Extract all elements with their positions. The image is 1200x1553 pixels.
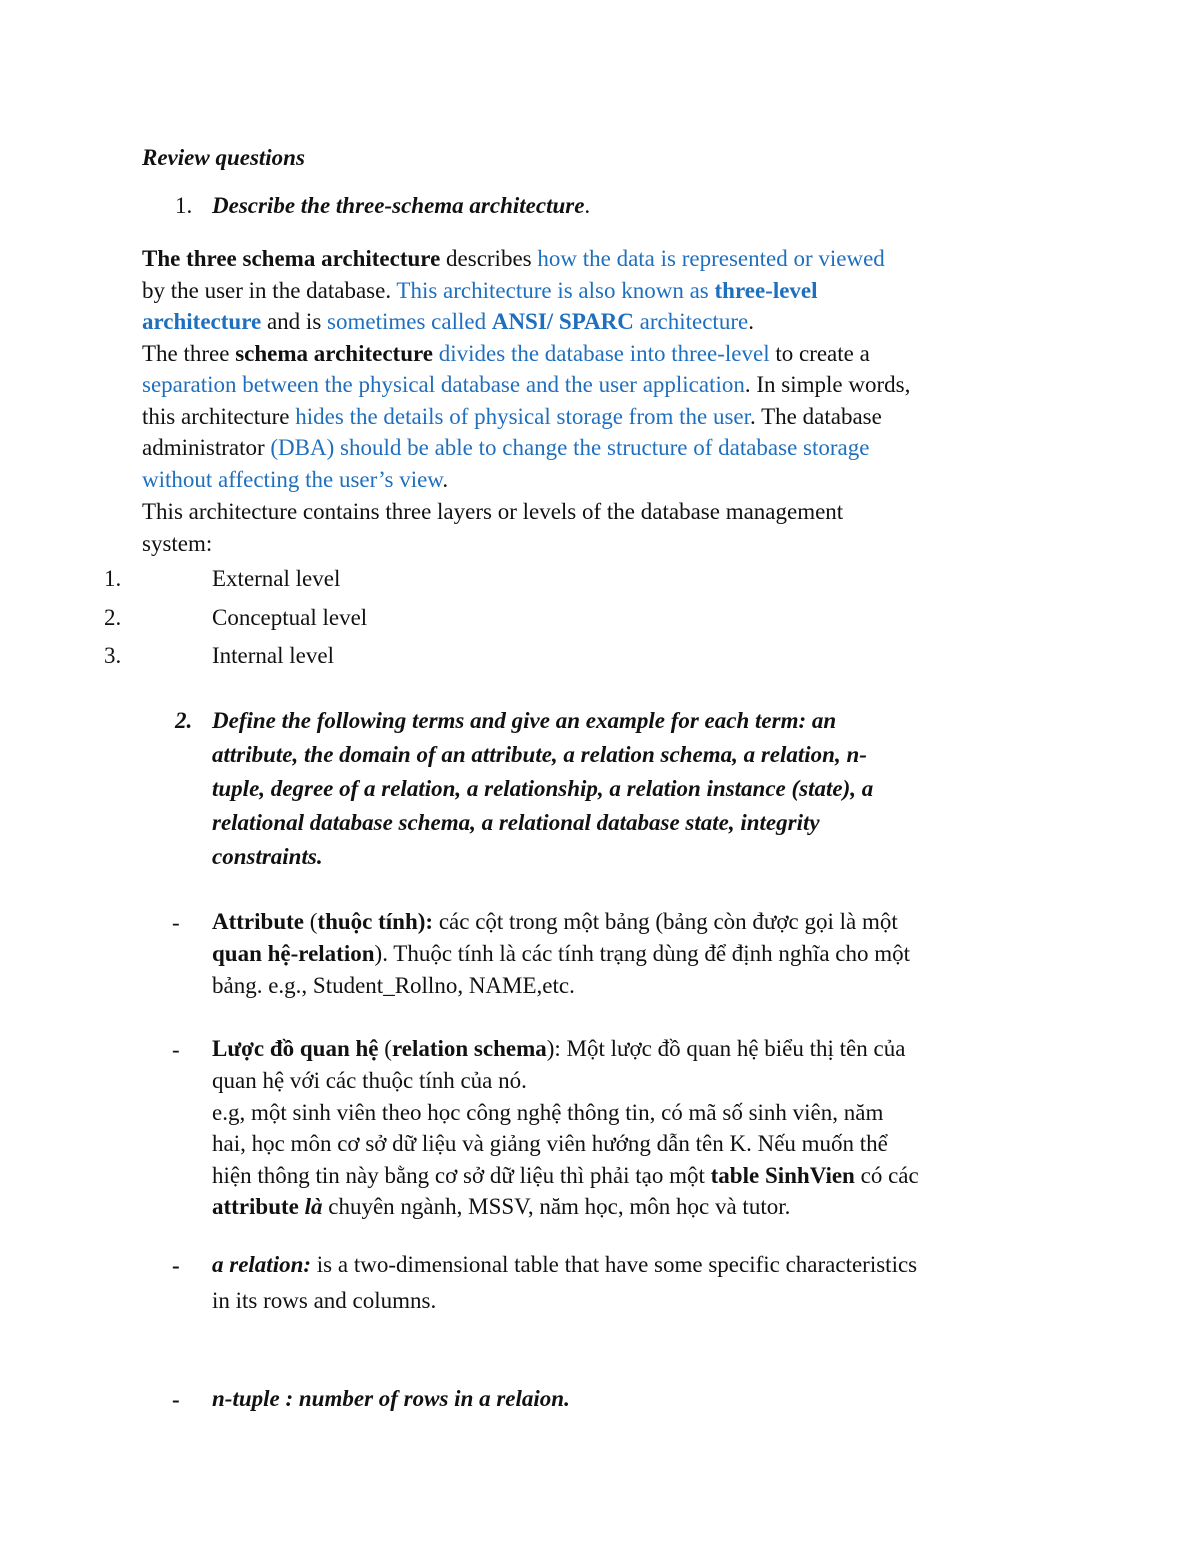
schema-line-1: Lược đồ quan hệ (relation schema): Một lược đồ quan hệ biểu thị tên của	[212, 1036, 906, 1061]
level-2-number: 2.	[104, 605, 122, 630]
level-3-number: 3.	[104, 643, 122, 668]
attribute-line-3: bảng. e.g., Student_Rollno, NAME,etc.	[212, 973, 575, 998]
question-1-number: 1.	[175, 193, 193, 218]
level-1-number: 1.	[104, 566, 122, 591]
question-2-line-3: tuple, degree of a relation, a relationship, a relation instance (state), a	[212, 776, 874, 801]
relation-line-1: a relation: is a two-dimensional table that have some specific characteristics	[212, 1252, 918, 1277]
question-1: Describe the three-schema architecture.	[212, 193, 591, 218]
answer-1-line-6: this architecture hides the details of physical storage from the user. The database	[142, 404, 882, 429]
level-2-label: Conceptual level	[212, 605, 368, 630]
question-2-line-5: constraints.	[212, 844, 323, 869]
schema-line-4: hai, học môn cơ sở dữ liệu và giảng viên hướng dẫn tên K. Nếu muốn thể	[212, 1131, 888, 1156]
answer-1-line-5: separation between the physical database and the user application. In simple words,	[142, 372, 911, 397]
question-2-line-2: attribute, the domain of an attribute, a relation schema, a relation, n-	[212, 742, 867, 767]
attribute-bullet-dash: -	[172, 910, 180, 935]
section-heading: Review questions	[142, 145, 305, 170]
ntuple-bullet-dash: -	[172, 1387, 180, 1412]
question-2-line-4: relational database schema, a relational database state, integrity	[212, 810, 820, 835]
question-2-line-1: Define the following terms and give an example for each term: an	[212, 708, 837, 733]
answer-1-line-4: The three schema architecture divides the database into three-level to create a	[142, 341, 870, 366]
attribute-line-2: quan hệ-relation). Thuộc tính là các tính trạng dùng để định nghĩa cho một	[212, 941, 911, 966]
answer-1-line-3: architecture and is sometimes called ANSI/ SPARC architecture.	[142, 309, 754, 334]
answer-1-line-2: by the user in the database. This architecture is also known as three-level	[142, 278, 818, 303]
answer-1-line-8: without affecting the user’s view.	[142, 467, 449, 492]
schema-bullet-dash: -	[172, 1037, 180, 1062]
level-3-label: Internal level	[212, 643, 334, 668]
relation-line-2: in its rows and columns.	[212, 1288, 437, 1313]
schema-line-3: e.g, một sinh viên theo học công nghệ thông tin, có mã số sinh viên, năm	[212, 1100, 884, 1125]
relation-bullet-dash: -	[172, 1253, 180, 1278]
answer-1-line-9: This architecture contains three layers or levels of the database management	[142, 499, 844, 524]
schema-line-2: quan hệ với các thuộc tính của nó.	[212, 1068, 527, 1093]
answer-1-line-1: The three schema architecture describes how the data is represented or viewed	[142, 246, 885, 271]
level-1-label: External level	[212, 566, 341, 591]
schema-line-5: hiện thông tin này bằng cơ sở dữ liệu thì phải tạo một table SinhVien có các	[212, 1163, 919, 1188]
question-2-number: 2.	[175, 708, 193, 733]
schema-line-6: attribute là chuyên ngành, MSSV, năm học, môn học và tutor.	[212, 1194, 791, 1219]
attribute-line-1: Attribute (thuộc tính): các cột trong một bảng (bảng còn được gọi là một	[212, 909, 898, 934]
ntuple-line-1: n-tuple : number of rows in a relaion.	[212, 1386, 570, 1411]
answer-1-line-7: administrator (DBA) should be able to change the structure of database storage	[142, 435, 870, 460]
answer-1-line-10: system:	[142, 531, 213, 556]
